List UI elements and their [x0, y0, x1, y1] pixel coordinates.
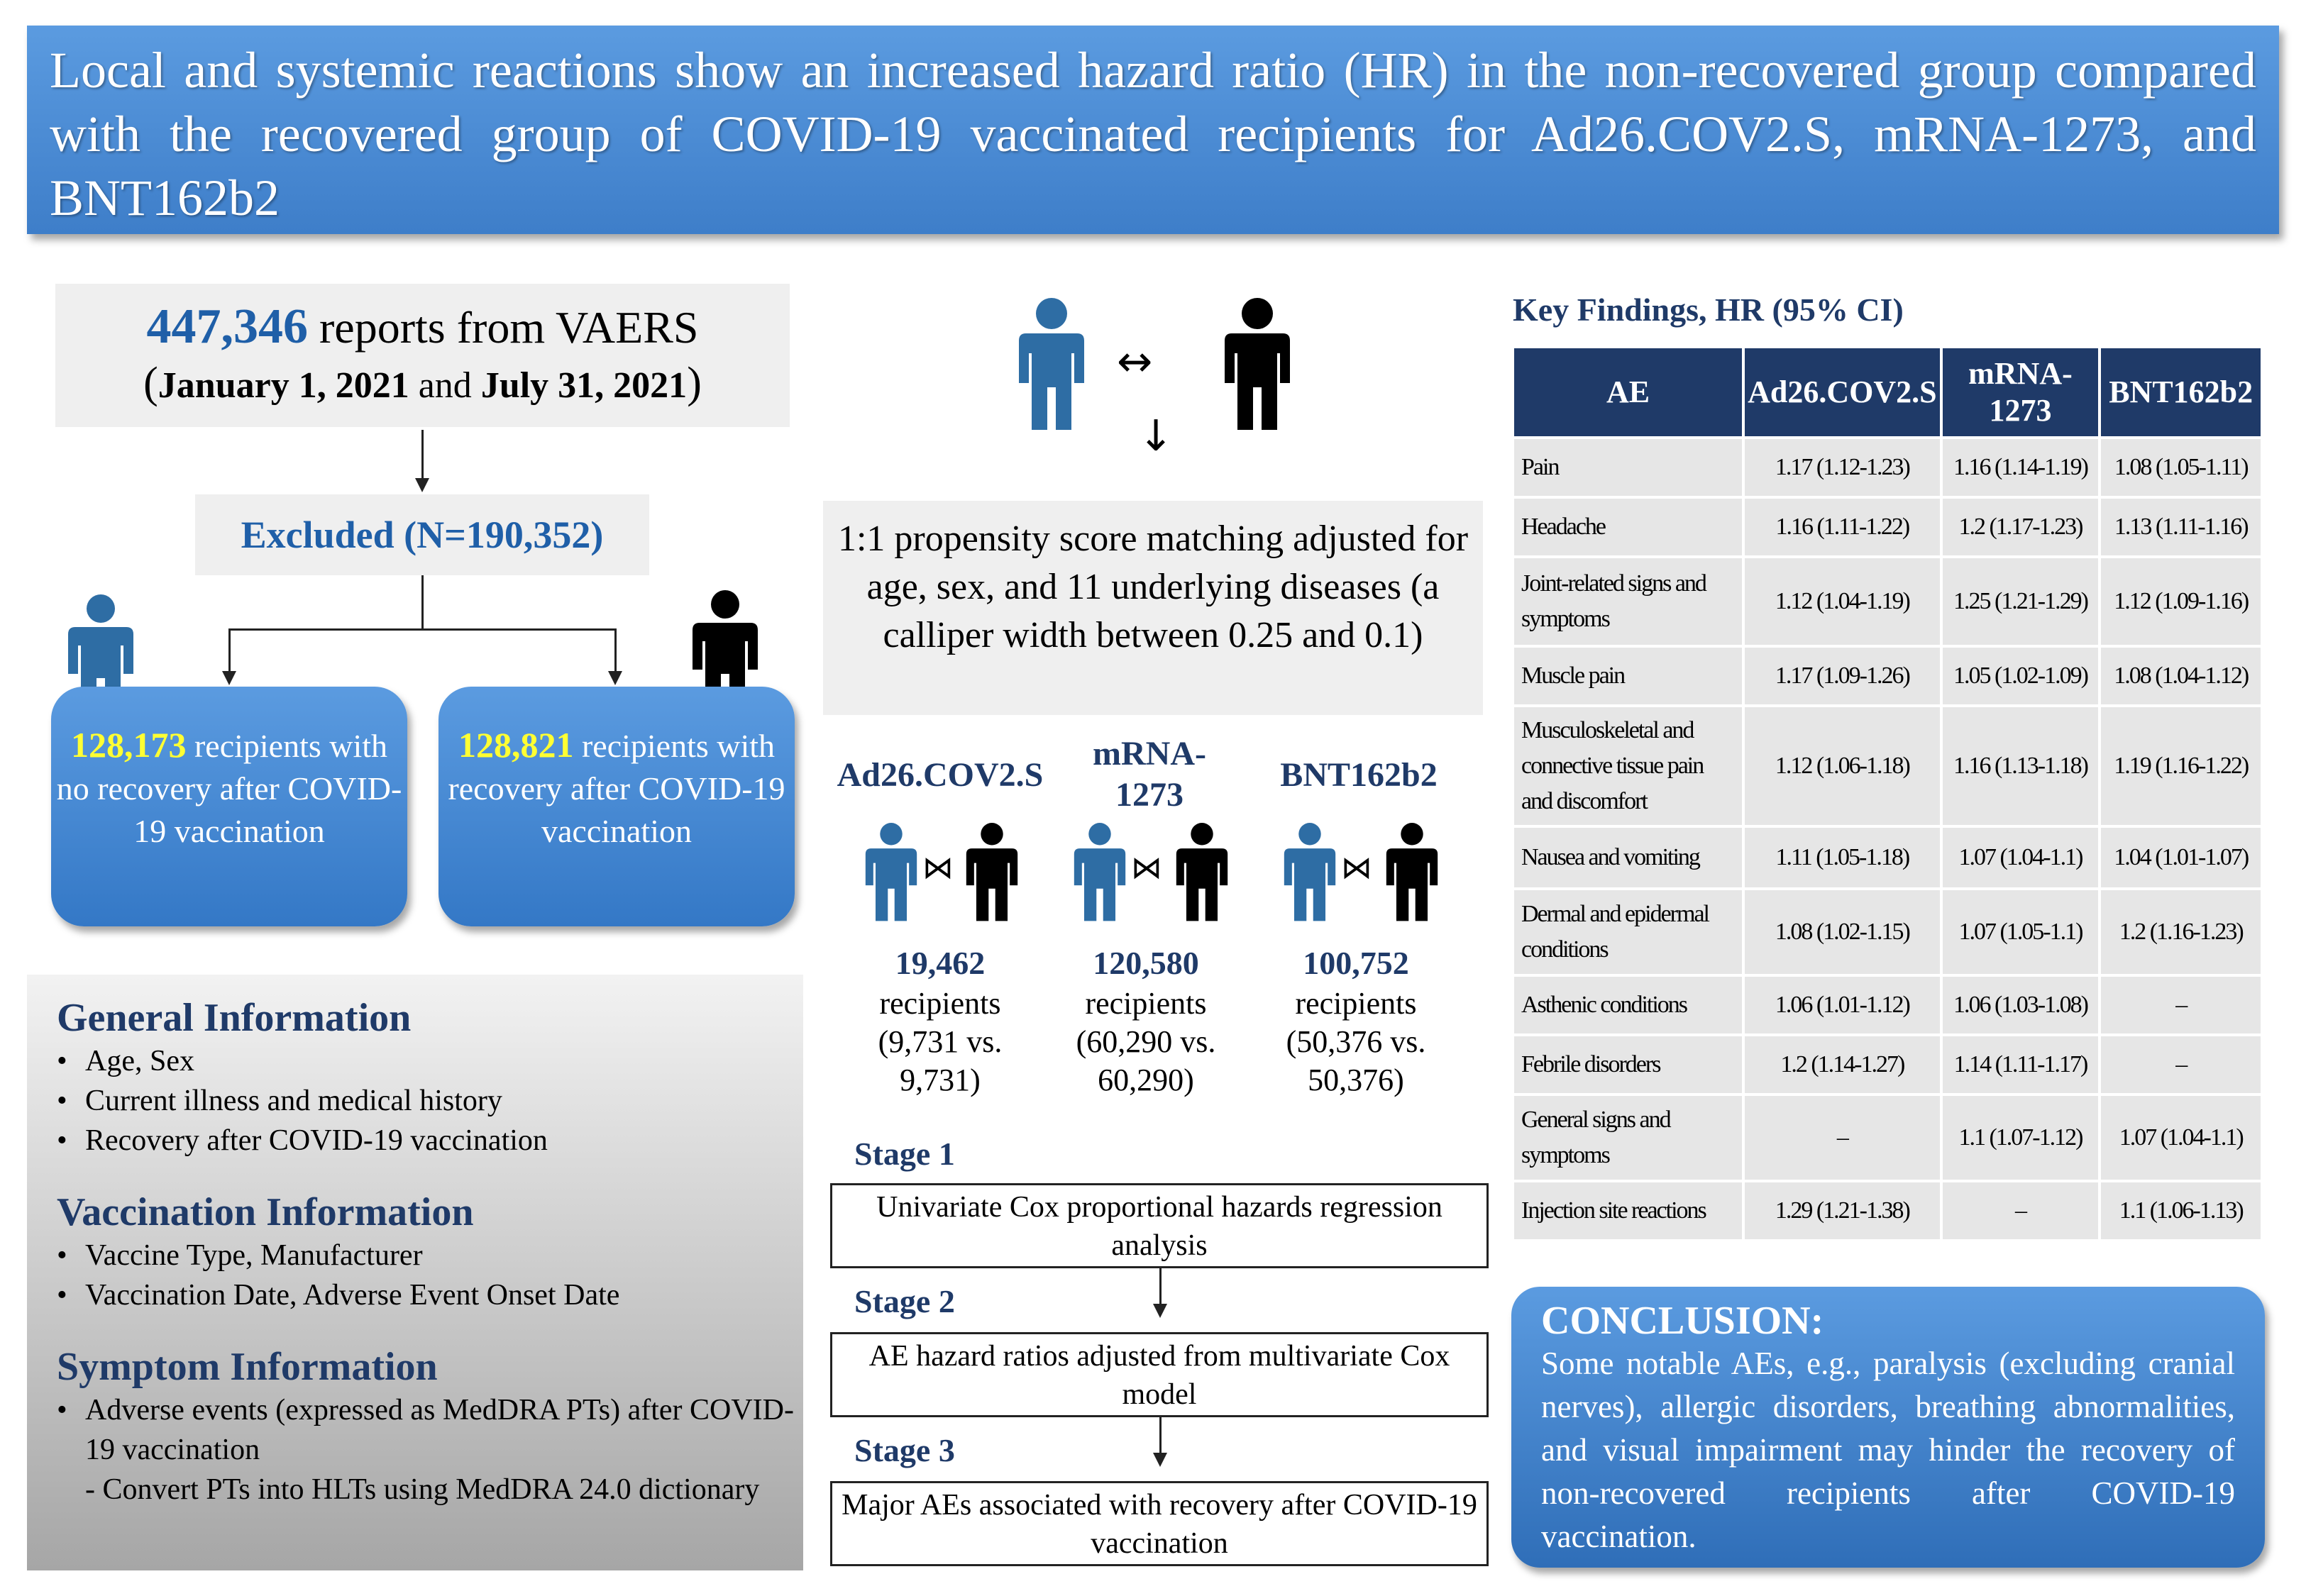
- cell-value: –: [1745, 1096, 1940, 1180]
- arrow-to-no-recovery: [228, 628, 231, 682]
- vaccine-name-bnt: BNT162b2: [1280, 756, 1438, 794]
- cell-value: 1.1 (1.07-1.12): [1943, 1096, 2099, 1180]
- cell-value: 1.13 (1.11-1.16): [2101, 499, 2261, 555]
- cell-value: 1.2 (1.17-1.23): [1943, 499, 2099, 555]
- cell-value: 1.19 (1.16-1.22): [2101, 707, 2261, 825]
- info-panel: [27, 975, 803, 1570]
- cell-value: 1.16 (1.11-1.22): [1745, 499, 1940, 555]
- down-arrow-icon: ↓: [1138, 411, 1174, 461]
- list-item: • Vaccine Type, Manufacturer: [57, 1236, 803, 1275]
- date-range-line: [55, 355, 790, 414]
- vaccine-name-mrna: mRNA-1273: [1093, 735, 1206, 814]
- cell-ae: Febrile disorders: [1514, 1036, 1742, 1093]
- excluded-box: Excluded (N=190,352): [195, 494, 649, 575]
- header-ad26: Ad26.COV2.S: [1745, 348, 1940, 436]
- cell-value: 1.16 (1.13-1.18): [1943, 707, 2099, 825]
- stage-2-label: Stage 2: [854, 1283, 955, 1319]
- conclusion-box: [1511, 1287, 2265, 1568]
- conclusion-title: CONCLUSION:: [1541, 1299, 1824, 1343]
- date-start: January 1, 2021: [158, 365, 409, 406]
- key-findings-title: Key Findings, HR (95% CI): [1513, 292, 1904, 328]
- vaers-reports-box: [55, 284, 790, 427]
- vaccination-info-title: Vaccination Information: [57, 1190, 474, 1234]
- table-header-row: [1514, 348, 2261, 436]
- cell-value: 1.07 (1.04-1.1): [1943, 828, 2099, 887]
- stage-1-box: Univariate Cox proportional hazards regression analysis: [830, 1183, 1489, 1268]
- cell-value: 1.06 (1.03-1.08): [1943, 977, 2099, 1033]
- recovery-count: 128,821: [458, 725, 574, 765]
- symptom-info-title: Symptom Information: [57, 1345, 438, 1389]
- vaccine-desc-ad26: recipients (9,731 vs. 9,731): [878, 986, 1003, 1097]
- cell-value: 1.07 (1.05-1.1): [1943, 890, 2099, 974]
- table-row: [1514, 828, 2261, 887]
- vaers-reports-line: [55, 299, 790, 355]
- recovery-box: [438, 687, 795, 926]
- cell-value: 1.17 (1.09-1.26): [1745, 648, 1940, 704]
- vaccine-count-ad26: 19,462: [895, 945, 986, 981]
- table-row: [1514, 558, 2261, 645]
- cell-ae: Dermal and epidermal conditions: [1514, 890, 1742, 974]
- reports-text: reports from VAERS: [307, 302, 699, 353]
- list-item: • Recovery after COVID-19 vaccination: [57, 1121, 803, 1160]
- cell-value: 1.05 (1.02-1.09): [1943, 648, 2099, 704]
- stage-3-label: Stage 3: [854, 1432, 955, 1468]
- table-row: [1514, 439, 2261, 496]
- arrow-to-recovery: [614, 628, 617, 682]
- stage-1-label: Stage 1: [854, 1136, 955, 1172]
- cell-value: 1.08 (1.04-1.12): [2101, 648, 2261, 704]
- cell-value: 1.08 (1.02-1.15): [1745, 890, 1940, 974]
- vaccine-count-bnt: 100,752: [1303, 945, 1409, 981]
- cell-ae: Asthenic conditions: [1514, 977, 1742, 1033]
- cell-ae: Joint-related signs and symptoms: [1514, 558, 1742, 645]
- cell-value: 1.08 (1.05-1.11): [2101, 439, 2261, 496]
- cell-value: 1.12 (1.09-1.16): [2101, 558, 2261, 645]
- conclusion-text: Some notable AEs, e.g., paralysis (excluding cranial nerves), allergic disorders, breathing abnormalities, and visual impairment may hinder the recovery of non-recovered recipients after COVID-19 vaccination.: [1541, 1346, 2235, 1554]
- cell-ae: Muscle pain: [1514, 648, 1742, 704]
- hr-table: [1511, 345, 2263, 1242]
- person-black-icon: [1222, 298, 1293, 431]
- date-close-paren: ): [687, 359, 702, 407]
- list-item: • Current illness and medical history: [57, 1081, 803, 1121]
- arrow-to-excluded: [421, 430, 424, 489]
- vaccine-name-ad26: Ad26.COV2.S: [837, 756, 1044, 794]
- match-icon: ⋈: [922, 850, 954, 886]
- date-open-paren: (: [143, 359, 158, 407]
- compare-arrow-icon: ↔: [1117, 337, 1153, 387]
- no-recovery-count: 128,173: [70, 725, 187, 765]
- match-icon: ⋈: [1131, 850, 1162, 886]
- table-row: [1514, 977, 2261, 1033]
- cell-value: 1.2 (1.14-1.27): [1745, 1036, 1940, 1093]
- cell-value: 1.04 (1.01-1.07): [2101, 828, 2261, 887]
- vaccine-count-mrna: 120,580: [1093, 945, 1199, 981]
- list-item: • Vaccination Date, Adverse Event Onset Date: [57, 1275, 803, 1315]
- vaccine-desc-bnt: recipients (50,376 vs. 50,376): [1286, 986, 1426, 1097]
- no-recovery-box: [51, 687, 407, 926]
- cell-value: 1.07 (1.04-1.1): [2101, 1096, 2261, 1180]
- cell-value: 1.12 (1.04-1.19): [1745, 558, 1940, 645]
- cell-value: –: [2101, 977, 2261, 1033]
- cell-value: 1.11 (1.05-1.18): [1745, 828, 1940, 887]
- arrow-stage-2-3: [1159, 1417, 1162, 1464]
- person-blue-icon: [1281, 823, 1338, 922]
- split-horizontal-line: [228, 628, 616, 631]
- cell-value: 1.29 (1.21-1.38): [1745, 1182, 1940, 1239]
- title-banner: [27, 26, 2279, 234]
- stage-2-box: AE hazard ratios adjusted from multivariate Cox model: [830, 1332, 1489, 1417]
- cell-ae: Pain: [1514, 439, 1742, 496]
- reports-count: 447,346: [146, 299, 308, 354]
- symptom-sub-item: - Convert PTs into HLTs using MedDRA 24.0 dictionary: [85, 1473, 760, 1506]
- cell-value: –: [1943, 1182, 2099, 1239]
- split-line: [421, 575, 424, 630]
- header-mrna: mRNA-1273: [1943, 348, 2099, 436]
- stage-3-box: Major AEs associated with recovery after COVID-19 vaccination: [830, 1481, 1489, 1566]
- cell-value: 1.12 (1.06-1.18): [1745, 707, 1940, 825]
- table-row: [1514, 1096, 2261, 1180]
- cell-ae: General signs and symptoms: [1514, 1096, 1742, 1180]
- vaccination-info-list: [57, 1236, 803, 1315]
- no-recovery-text: recipients with no recovery after COVID-19 vaccination: [56, 728, 402, 849]
- list-item: • Adverse events (expressed as MedDRA PTs) after COVID-19 vaccination: [57, 1390, 803, 1470]
- cell-value: –: [2101, 1036, 2261, 1093]
- list-item: • Age, Sex: [57, 1041, 803, 1081]
- cell-ae: Headache: [1514, 499, 1742, 555]
- cell-ae: Musculoskeletal and connective tissue pain and discomfort: [1514, 707, 1742, 825]
- cell-value: 1.2 (1.16-1.23): [2101, 890, 2261, 974]
- person-blue-icon: [863, 823, 920, 922]
- recovery-text: recipients with recovery after COVID-19 vaccination: [448, 728, 785, 849]
- cell-value: 1.25 (1.21-1.29): [1943, 558, 2099, 645]
- person-blue-icon: [1071, 823, 1128, 922]
- cell-value: 1.06 (1.01-1.12): [1745, 977, 1940, 1033]
- date-and: and: [409, 365, 481, 406]
- date-end: July 31, 2021: [480, 365, 688, 406]
- cell-ae: Injection site reactions: [1514, 1182, 1742, 1239]
- psm-box: 1:1 propensity score matching adjusted for age, sex, and 11 underlying diseases (a calliper width between 0.25 and 0.1): [823, 501, 1483, 715]
- arrow-stage-1-2: [1159, 1268, 1162, 1315]
- cell-value: 1.14 (1.11-1.17): [1943, 1036, 2099, 1093]
- symptom-info-list: [57, 1390, 803, 1470]
- general-info-list: [57, 1041, 803, 1160]
- table-row: [1514, 1182, 2261, 1239]
- person-blue-icon: [1016, 298, 1087, 431]
- cell-value: 1.17 (1.12-1.23): [1745, 439, 1940, 496]
- person-black-icon: [1384, 823, 1440, 922]
- table-row: [1514, 499, 2261, 555]
- cell-value: 1.1 (1.06-1.13): [2101, 1182, 2261, 1239]
- person-black-icon: [964, 823, 1020, 922]
- table-row: [1514, 1036, 2261, 1093]
- table-row: [1514, 707, 2261, 825]
- match-icon: ⋈: [1341, 850, 1372, 886]
- table-row: [1514, 890, 2261, 974]
- header-bnt: BNT162b2: [2101, 348, 2261, 436]
- cell-ae: Nausea and vomiting: [1514, 828, 1742, 887]
- header-ae: AE: [1514, 348, 1742, 436]
- cell-value: 1.16 (1.14-1.19): [1943, 439, 2099, 496]
- vaccine-desc-mrna: recipients (60,290 vs. 60,290): [1076, 986, 1216, 1097]
- table-row: [1514, 648, 2261, 704]
- general-info-title: General Information: [57, 996, 412, 1040]
- person-black-icon: [1174, 823, 1230, 922]
- page-title: Local and systemic reactions show an increased hazard ratio (HR) in the non-recovered group compared with the recovered group of COVID-19 vaccinated recipients for Ad26.COV2.S, mRNA-1273, and BNT162b2: [50, 42, 2256, 226]
